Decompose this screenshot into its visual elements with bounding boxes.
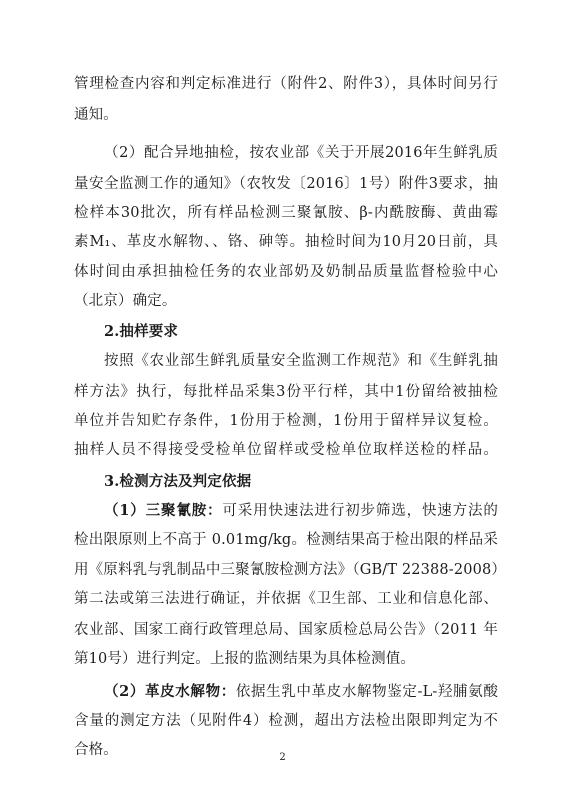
text-line: 素M₁、革皮水解物、、铬、砷等。抽检时间为10月20日前，具 [74, 234, 498, 250]
page-number: 2 [279, 752, 286, 763]
text-line: 体时间由承担抽检任务的农业部奶及奶制品质量监督检验中心 [74, 264, 498, 280]
text-line: 农业部、国家工商行政管理总局、国家质检总局公告》（2011 年 [74, 622, 498, 638]
text-line: 抽样人员不得接受受检单位留样或受检单位取样送检的样品。 [74, 442, 498, 458]
section-heading: 2.抽样要求 [104, 323, 179, 340]
text-line: 按照《农业部生鲜乳质量安全监测工作规范》和《生鲜乳抽 [104, 353, 498, 369]
text-line: （1）三聚氰胺：可采用快速法进行初步筛选，快速方法的 [104, 502, 498, 519]
text-line: 第二法或第三法进行确证，并依据《卫生部、工业和信息化部、 [74, 591, 498, 607]
text-line: 量安全监测工作的通知》（农牧发〔2016〕1号）附件3要求，抽 [74, 176, 498, 192]
text-line: 第10号）进行判定。上报的监测结果为具体检测值。 [74, 651, 416, 667]
text-line: 检样本30批次，所有样品检测三聚氰胺、β-内酰胺酶、黄曲霉 [74, 205, 498, 221]
text-line: 管理检查内容和判定标准进行（附件2、附件3），具体时间另行 [74, 76, 498, 92]
text-line: 通知。 [74, 107, 118, 123]
text-line: 用《原料乳与乳制品中三聚氰胺检测方法》（GB/T 22388-2008） [74, 562, 506, 578]
text-line: （2）配合异地抽检，按农业部《关于开展2016年生鲜乳质 [104, 145, 498, 161]
text-line: 单位并告知贮存条件，1份用于检测，1份用于留样异议复检。 [74, 413, 498, 429]
text-line: （2）革皮水解物：依据生乳中革皮水解物鉴定-L-羟脯氨酸 [104, 683, 498, 700]
text-line: 合格。 [74, 742, 118, 758]
text-line: 样方法》执行，每批样品采集3份平行样，其中1份留给被抽检 [74, 384, 498, 400]
text-line: 含量的测定方法（见附件4）检测，超出方法检出限即判定为不 [74, 713, 498, 729]
text-line: 检出限原则上不高于 0.01mg/kg。检测结果高于检出限的样品采 [74, 532, 498, 548]
text-line: （北京）确定。 [74, 293, 177, 309]
section-heading: 3.检测方法及判定依据 [104, 473, 252, 490]
